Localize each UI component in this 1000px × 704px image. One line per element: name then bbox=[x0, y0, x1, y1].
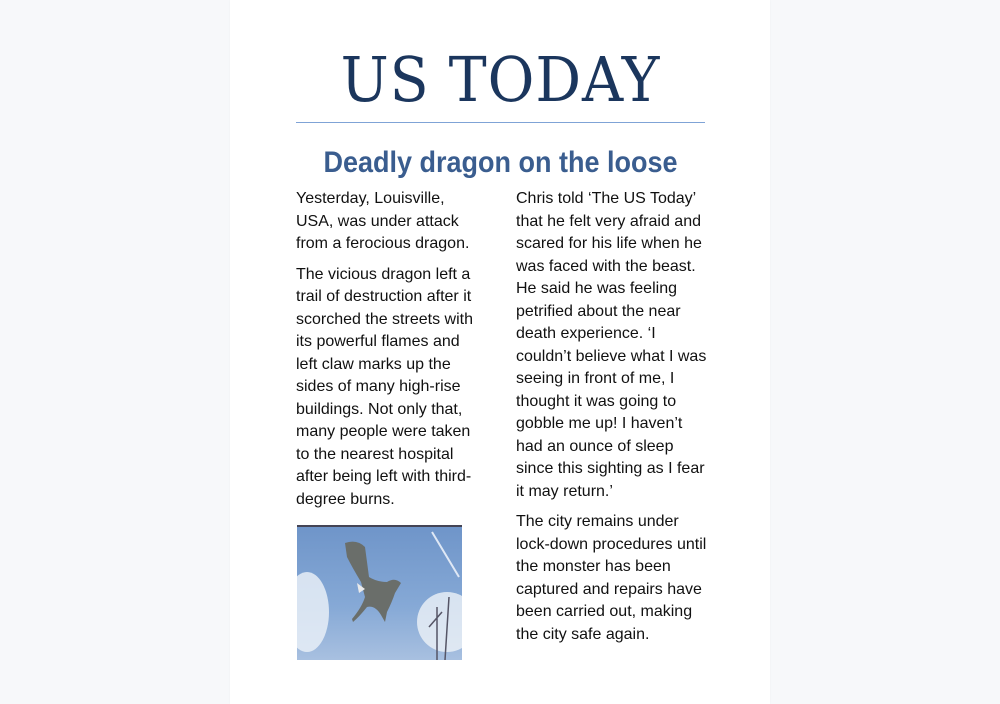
dragon-photo bbox=[297, 525, 462, 660]
divider bbox=[296, 122, 705, 123]
article-headline: Deadly dragon on the loose bbox=[323, 146, 678, 179]
paragraph: The vicious dragon left a trail of destruction after it scorched the streets with its powerful flames and left claw marks up the sides of many high-rise buildings. Not only that, many people were taken to the nearest hospital after being left with third-degree burns. bbox=[296, 265, 473, 508]
newspaper-page bbox=[230, 0, 770, 704]
paragraph: Yesterday, Louisville, USA, was under attack from a ferocious dragon. bbox=[296, 190, 470, 252]
paragraph: The city remains under lock-down procedures until the monster has been captured and repairs have been carried out, making the city safe again. bbox=[516, 513, 707, 643]
paragraph: Chris told ‘The US Today’ that he felt very afraid and scared for his life when he was faced with the beast. He said he was feeling petrified about the near death experience. ‘I couldn’t believe what I was seeing in front of me, I thought it was going to gobble me up! I haven’t had an ounce of sleep since this sighting as I fear it may return.’ bbox=[516, 190, 707, 500]
masthead-logo: US TODAY bbox=[340, 43, 661, 116]
left-column bbox=[296, 188, 482, 660]
right-column bbox=[516, 188, 708, 654]
